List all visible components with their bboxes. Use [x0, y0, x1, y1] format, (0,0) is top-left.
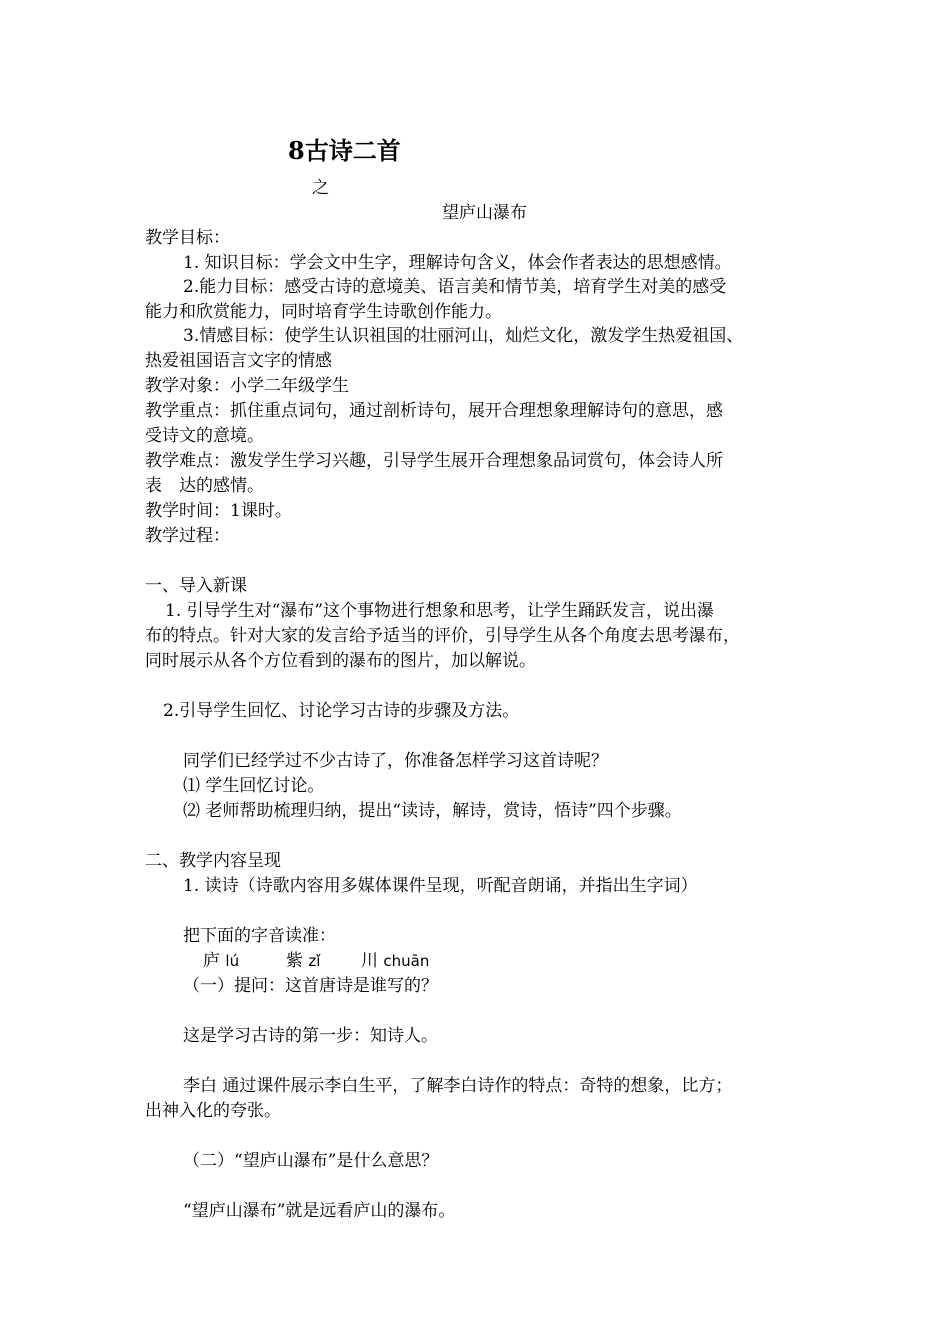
- char-chuan-pinyin: chuān: [383, 952, 430, 970]
- key-points-line1: 教学重点：抓住重点词句，通过剖析诗句，展开合理想象理解诗句的意思，感: [145, 401, 723, 421]
- poem-title: 望庐山瀑布: [442, 203, 527, 223]
- char-lu: [203, 949, 239, 974]
- s1-item1-line3: 同时展示从各个方位看到的瀑布的图片，加以解说。: [145, 651, 536, 671]
- char-chuan-hanzi: 川: [361, 951, 378, 971]
- teaching-time: 教学时间：1课时。: [145, 501, 292, 521]
- key-points-line2: 受诗文的意境。: [145, 426, 264, 446]
- subtitle-zhi: 之: [312, 178, 329, 198]
- char-lu-hanzi: 庐: [203, 951, 220, 971]
- s1-step1: ⑴ 学生回忆讨论。: [183, 776, 325, 796]
- question-1: （一）提问：这首唐诗是谁写的？: [183, 976, 438, 996]
- difficulty-line1: 教学难点：激发学生学习兴趣，引导学生展开合理想象品词赏句，体会诗人所: [145, 451, 723, 471]
- audience: 教学对象：小学二年级学生: [145, 376, 349, 396]
- page-title: 8古诗二首: [288, 136, 401, 165]
- char-zi-pinyin: zǐ: [308, 952, 321, 970]
- s1-step2: ⑵ 老师帮助梳理归纳，提出“读诗，解诗，赏诗，悟诗”四个步骤。: [183, 801, 682, 821]
- char-zi: [286, 949, 320, 974]
- objective-3-line2: 热爱祖国语言文字的情感: [145, 351, 332, 371]
- s1-item1-line1: 1. 引导学生对“瀑布”这个事物进行想象和思考，让学生踊跃发言，说出瀑: [165, 601, 715, 621]
- s2-read-prompt: 把下面的字音读准：: [183, 926, 336, 946]
- objectives-heading: 教学目标：: [145, 228, 230, 248]
- section2-heading: 二、教学内容呈现: [145, 851, 281, 871]
- question-1-step: 这是学习古诗的第一步：知诗人。: [183, 1026, 438, 1046]
- objective-2-line2: 能力和欣赏能力，同时培育学生诗歌创作能力。: [145, 302, 502, 322]
- objective-3-line1: 3.情感目标：使学生认识祖国的壮丽河山，灿烂文化，激发学生热爱祖国、: [183, 326, 744, 346]
- objective-1: 1. 知识目标：学会文中生字，理解诗句含义，体会作者表达的思想感情。: [183, 253, 732, 273]
- question-2-answer: “望庐山瀑布”就是远看庐山的瀑布。: [183, 1201, 456, 1221]
- s1-item1-line2: 布的特点。针对大家的发言给予适当的评价，引导学生从各个角度去思考瀑布，: [145, 626, 740, 646]
- question-2: （二）“望庐山瀑布”是什么意思？: [183, 1151, 439, 1171]
- objective-2-line1: 2.能力目标：感受古诗的意境美、语言美和情节美，培育学生对美的感受: [183, 277, 727, 297]
- s1-item2: 2.引导学生回忆、讨论学习古诗的步骤及方法。: [163, 701, 520, 721]
- difficulty-line2: 表 达的感情。: [145, 476, 264, 496]
- libai-line2: 出神入化的夸张。: [145, 1101, 281, 1121]
- s1-question: 同学们已经学过不少古诗了，你准备怎样学习这首诗呢？: [183, 751, 608, 771]
- section1-heading: 一、导入新课: [145, 576, 247, 596]
- char-lu-pinyin: lú: [225, 952, 240, 970]
- char-chuan: [361, 949, 429, 974]
- teaching-process: 教学过程：: [145, 526, 230, 546]
- s2-item1: 1. 读诗（诗歌内容用多媒体课件呈现，听配音朗诵，并指出生字词）: [183, 876, 698, 896]
- char-zi-hanzi: 紫: [286, 951, 303, 971]
- libai-line1: 李白 通过课件展示李白生平，了解李白诗作的特点：奇特的想象，比方；: [183, 1076, 733, 1096]
